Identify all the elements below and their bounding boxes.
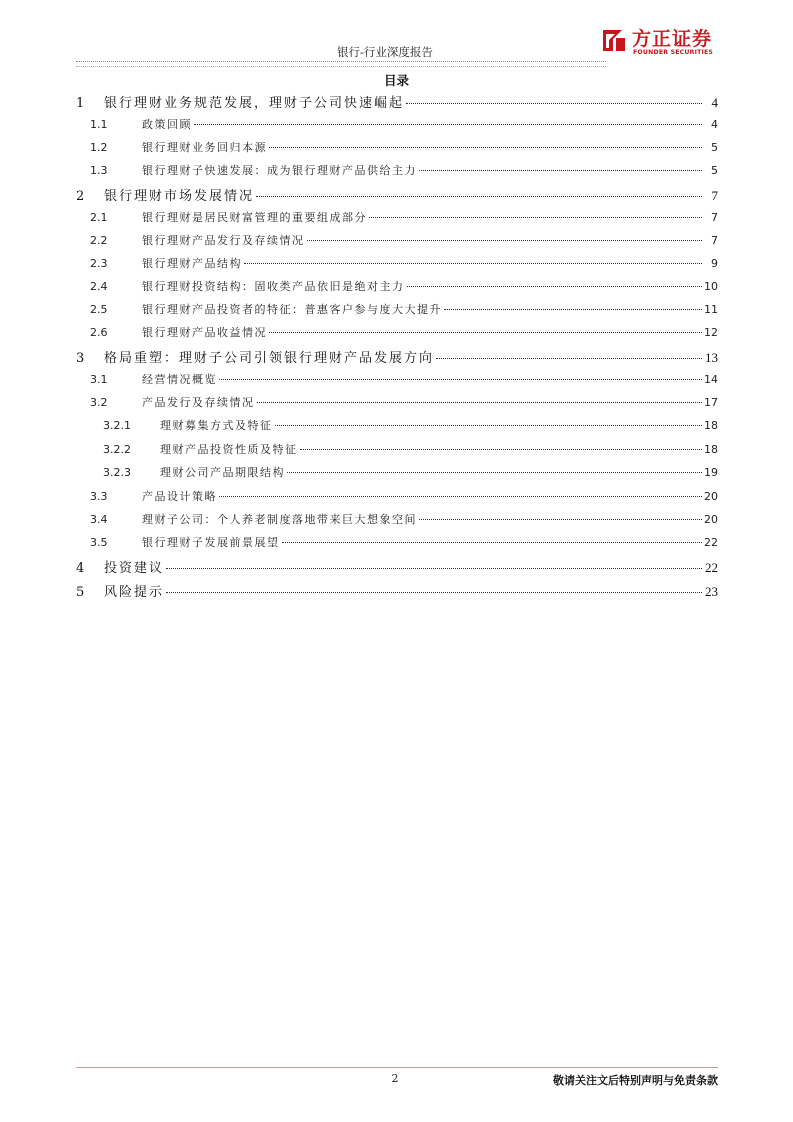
toc-entry-title: 银行理财产品投资者的特征：普惠客户参与度大大提升 [142, 303, 442, 316]
toc-entry-page: 7 [711, 211, 718, 224]
header-divider [76, 61, 606, 62]
footer-disclaimer: 敬请关注文后特别声明与免责条款 [553, 1074, 718, 1087]
toc-entry-number: 2.1 [90, 211, 108, 224]
founder-logo-mark-icon [600, 26, 628, 54]
toc-entry-page: 7 [711, 234, 718, 247]
toc-entry-title: 政策回顾 [142, 118, 192, 131]
toc-entry-page: 19 [704, 466, 718, 479]
toc-entry-title: 银行理财产品发行及存续情况 [142, 234, 305, 247]
toc-entry-page: 10 [704, 280, 718, 293]
toc-entry-page: 11 [704, 303, 718, 316]
toc-dot-leader [166, 592, 702, 593]
toc-entry-page: 18 [704, 419, 718, 432]
toc-entry-number: 1 [76, 96, 85, 111]
toc-entry-page: 17 [704, 396, 718, 409]
toc-entry-page: 20 [704, 489, 718, 503]
toc-entry-page: 4 [711, 95, 718, 110]
toc-dot-leader [269, 332, 702, 333]
toc-entry-title: 产品设计策略 [142, 489, 217, 503]
toc-entry-page: 13 [705, 350, 718, 365]
toc-entry[interactable] [76, 441, 718, 465]
toc-dot-leader [194, 124, 702, 125]
table-of-contents [76, 92, 718, 605]
toc-entry-title: 银行理财市场发展情况 [104, 189, 255, 204]
toc-entry-number: 2.3 [90, 257, 108, 270]
toc-entry-title: 格局重塑：理财子公司引领银行理财产品发展方向 [104, 351, 435, 366]
toc-entry[interactable] [76, 347, 718, 371]
toc-entry[interactable] [76, 371, 718, 394]
toc-entry-title: 银行理财子快速发展：成为银行理财产品供给主力 [142, 164, 417, 177]
toc-dot-leader [219, 496, 702, 497]
footer-page-number: 2 [391, 1072, 399, 1085]
toc-entry-number: 3.3 [90, 489, 108, 503]
toc-entry-page: 9 [711, 257, 718, 270]
report-header-title: 银行-行业深度报告 [337, 45, 433, 59]
toc-entry-title: 银行理财子发展前景展望 [142, 535, 280, 549]
logo-chinese-name: 方正证券 [632, 28, 713, 50]
toc-entry-page: 18 [704, 442, 718, 456]
toc-entry-number: 3.1 [90, 373, 108, 386]
toc-entry-page: 5 [711, 141, 718, 154]
toc-entry-page: 4 [711, 118, 718, 131]
toc-entry-title: 投资建议 [104, 560, 165, 576]
toc-dot-leader [444, 309, 702, 310]
toc-entry-number: 2.5 [90, 303, 108, 316]
toc-entry[interactable] [76, 324, 718, 347]
toc-entry-page: 22 [704, 535, 718, 549]
toc-entry-title: 风险提示 [104, 584, 165, 600]
toc-entry-title: 银行理财投资结构：固收类产品依旧是绝对主力 [142, 280, 405, 293]
toc-entry[interactable] [76, 139, 718, 162]
toc-entry-page: 20 [704, 512, 718, 526]
toc-entry-title: 银行理财业务回归本源 [142, 141, 267, 154]
toc-entry-page: 14 [704, 373, 718, 386]
toc-dot-leader [369, 217, 702, 218]
toc-dot-leader [287, 472, 702, 473]
toc-entry-number: 4 [76, 560, 85, 576]
toc-entry-title: 产品发行及存续情况 [142, 396, 255, 409]
toc-entry-number: 2 [76, 189, 85, 204]
toc-entry-title: 银行理财产品收益情况 [142, 326, 267, 339]
toc-dot-leader [256, 196, 702, 197]
toc-entry-number: 3.4 [90, 512, 108, 526]
toc-entry-number: 3.2 [90, 396, 108, 409]
toc-entry-number: 1.2 [90, 141, 108, 154]
footer-divider [76, 1067, 718, 1068]
toc-entry-number: 3.2.3 [103, 466, 131, 479]
toc-entry-page: 5 [711, 164, 718, 177]
toc-entry[interactable] [76, 92, 718, 116]
toc-entry[interactable] [76, 394, 718, 417]
toc-dot-leader [419, 519, 702, 520]
toc-entry-title: 银行理财业务规范发展，理财子公司快速崛起 [104, 96, 405, 111]
toc-entry-number: 1.1 [90, 118, 108, 131]
toc-entry-page: 12 [704, 326, 718, 339]
toc-dot-leader [406, 103, 702, 104]
logo-english-name: FOUNDER SECURITIES [633, 49, 714, 56]
toc-entry[interactable] [76, 534, 718, 557]
toc-entry-title: 经营情况概览 [142, 373, 217, 386]
toc-entry[interactable] [76, 488, 718, 511]
toc-entry[interactable] [76, 511, 718, 534]
toc-entry-number: 2.2 [90, 234, 108, 247]
toc-dot-leader [407, 286, 703, 287]
toc-entry-number: 2.4 [90, 280, 108, 293]
toc-entry-title: 理财公司产品期限结构 [160, 466, 285, 479]
toc-dot-leader [300, 449, 703, 450]
toc-entry[interactable] [76, 185, 718, 209]
toc-entry[interactable] [76, 162, 718, 185]
toc-entry[interactable] [76, 464, 718, 488]
founder-securities-logo [600, 24, 722, 60]
toc-dot-leader [244, 263, 702, 264]
toc-entry-number: 3 [76, 351, 85, 366]
toc-entry[interactable] [76, 209, 718, 232]
toc-entry-title: 银行理财产品结构 [142, 257, 242, 270]
toc-entry-page: 7 [711, 188, 718, 203]
toc-entry-number: 3.2.2 [103, 442, 131, 456]
toc-dot-leader [166, 568, 702, 569]
header-divider-secondary [76, 66, 606, 67]
toc-dot-leader [219, 379, 702, 380]
toc-entry-number: 2.6 [90, 326, 108, 339]
toc-entry[interactable] [76, 116, 718, 139]
toc-entry[interactable] [76, 255, 718, 278]
toc-entry-number: 5 [76, 584, 85, 600]
toc-entry-title: 理财产品投资性质及特征 [160, 442, 298, 456]
toc-dot-leader [282, 542, 703, 543]
toc-title: 目录 [383, 73, 409, 88]
toc-entry-number: 1.3 [90, 164, 108, 177]
toc-entry-number: 3.5 [90, 535, 108, 549]
toc-dot-leader [419, 170, 702, 171]
toc-dot-leader [436, 358, 702, 359]
toc-dot-leader [307, 240, 703, 241]
toc-entry[interactable] [76, 232, 718, 255]
toc-entry-page: 22 [705, 559, 718, 575]
toc-entry[interactable] [76, 278, 718, 301]
toc-dot-leader [269, 147, 702, 148]
toc-entry[interactable] [76, 417, 718, 441]
toc-entry-title: 理财子公司：个人养老制度落地带来巨大想象空间 [142, 512, 417, 526]
toc-dot-leader [257, 402, 703, 403]
toc-entry-title: 银行理财是居民财富管理的重要组成部分 [142, 211, 367, 224]
toc-entry[interactable] [76, 581, 718, 605]
toc-dot-leader [275, 425, 703, 426]
toc-entry-page: 23 [705, 583, 718, 599]
toc-entry[interactable] [76, 557, 718, 581]
toc-entry[interactable] [76, 301, 718, 324]
toc-entry-title: 理财募集方式及特征 [160, 419, 273, 432]
toc-entry-number: 3.2.1 [103, 419, 131, 432]
